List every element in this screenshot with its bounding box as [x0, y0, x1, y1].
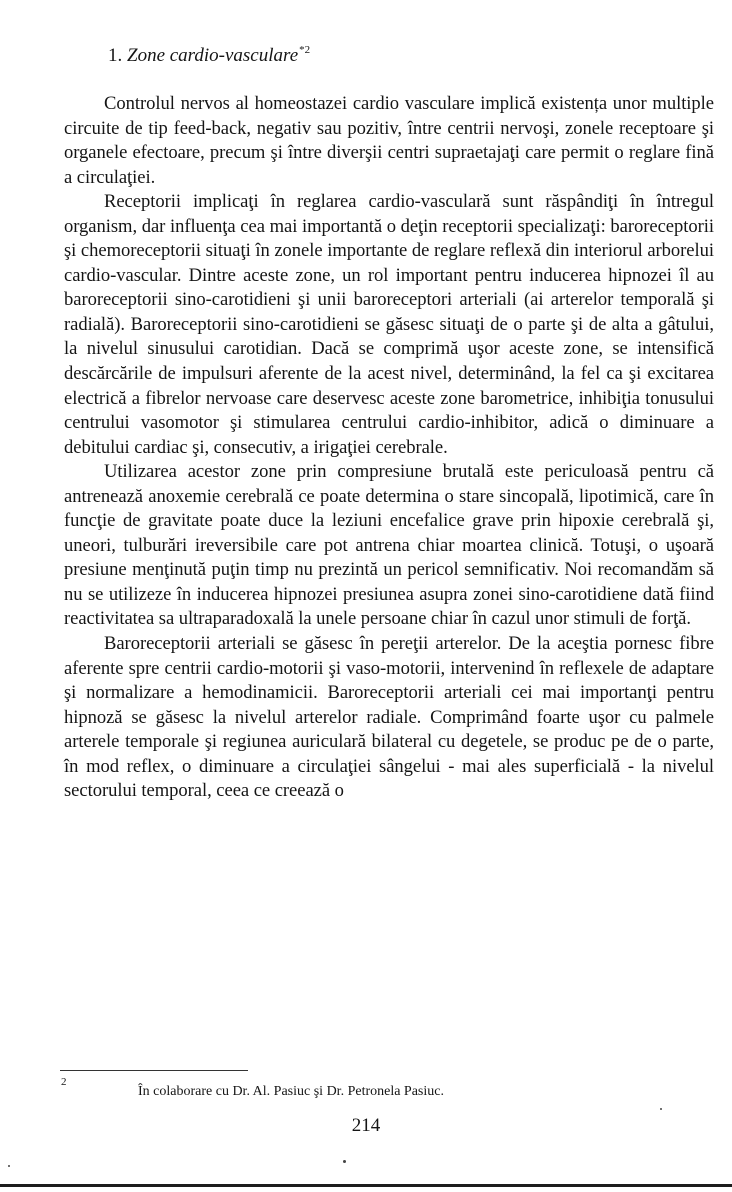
- section-number: 1.: [108, 45, 123, 66]
- section-title: Zone cardio-vasculare: [127, 45, 299, 66]
- section-heading: [108, 38, 310, 68]
- footnote-mark: 2: [61, 1076, 67, 1088]
- scan-speck: [343, 1160, 346, 1163]
- paragraph-1: Controlul nervos al homeostazei cardio vasculare implică existența unor multiple circuite de tip feed-back, negativ sau pozitiv, între centrii nervoşi, zonele receptoare şi organele efectoare, precum şi între diverşii centri supraetajaţi care permit o reglare fină a circulaţiei.: [64, 93, 714, 188]
- footnote-text: În colaborare cu Dr. Al. Pasiuc şi Dr. Petronela Pasiuc.: [138, 1084, 444, 1099]
- scan-speck: [8, 1165, 10, 1167]
- footnote-reference: *2: [299, 44, 311, 56]
- scan-speck: [660, 1108, 662, 1110]
- page-number: 214: [351, 1115, 381, 1136]
- footnote-divider: [60, 1070, 248, 1071]
- body-text: [64, 92, 714, 804]
- paragraph-2: Receptorii implicaţi în reglarea cardio-vasculară sunt răspândiţi în întregul organism, dar influenţa cea mai importantă o deţin receptorii specializaţi: baroreceptorii şi chemoreceptorii situaţi în zonele importante de reglare reflexă din interiorul arborelui cardio-vascular. Dintre aceste zone, un rol important pentru inducerea hipnozei îl au baroreceptorii sino-carotidieni şi unii baroreceptori arteriali (ai arterelor temporală şi radială). Baroreceptorii sino-carotidieni se găsesc situaţi de o parte şi de alta a gâtului, la nivelul sinusului carotidian. Dacă se comprimă uşor aceste zone, se intensifică descărcările de impulsuri aferente de la acest nivel, determinând, la fel ca şi excitarea electrică a fibrelor nervoase care deservesc aceste zone barometrice, inhibiţia tonusului centrului vasomotor şi stimularea centrului cardio-inhibitor, adică o diminuare a debitului cardiac şi, consecutiv, a irigaţiei cerebrale.: [64, 191, 714, 458]
- scan-edge-line: [0, 1184, 732, 1187]
- paragraph-4: Baroreceptorii arteriali se găsesc în pereţii arterelor. De la aceştia pornesc fibre aferente spre centrii cardio-motorii şi vaso-motorii, intervenind în reflexele de adaptare şi normalizare a hemodinamicii. Baroreceptorii arteriali cei mai importanţi pentru hipnoză se găsesc la nivelul arterelor radiale. Comprimând foarte uşor cu palmele arterele temporale şi regiunea auriculară bilateral cu degetele, se produc pe de o parte, în mod reflex, o diminuare a circulaţiei sângelui - mai ales superficială - la nivelul sectorului temporal, ceea ce creează o: [64, 633, 714, 802]
- paragraph-3: Utilizarea acestor zone prin compresiune brutală este periculoasă pentru că antrenează anoxemie cerebrală ce poate determina o stare sincopală, lipotimică, care în funcţie de gravitate poate duce la leziuni encefalice grave prin hipoxie cerebrală şi, uneori, tulburări ireversibile care pot antrena chiar moartea clinică. Totuşi, o uşoară presiune menţinută puţin timp nu prezintă un pericol semnificativ. Noi recomandăm să nu se utilizeze în inducerea hipnozei presiunea asupra zonei sino-carotidiene dată fiind reactivitatea sa ultraparadoxală la unele persoane chiar în cazul unor stimuli de forţă.: [64, 461, 714, 630]
